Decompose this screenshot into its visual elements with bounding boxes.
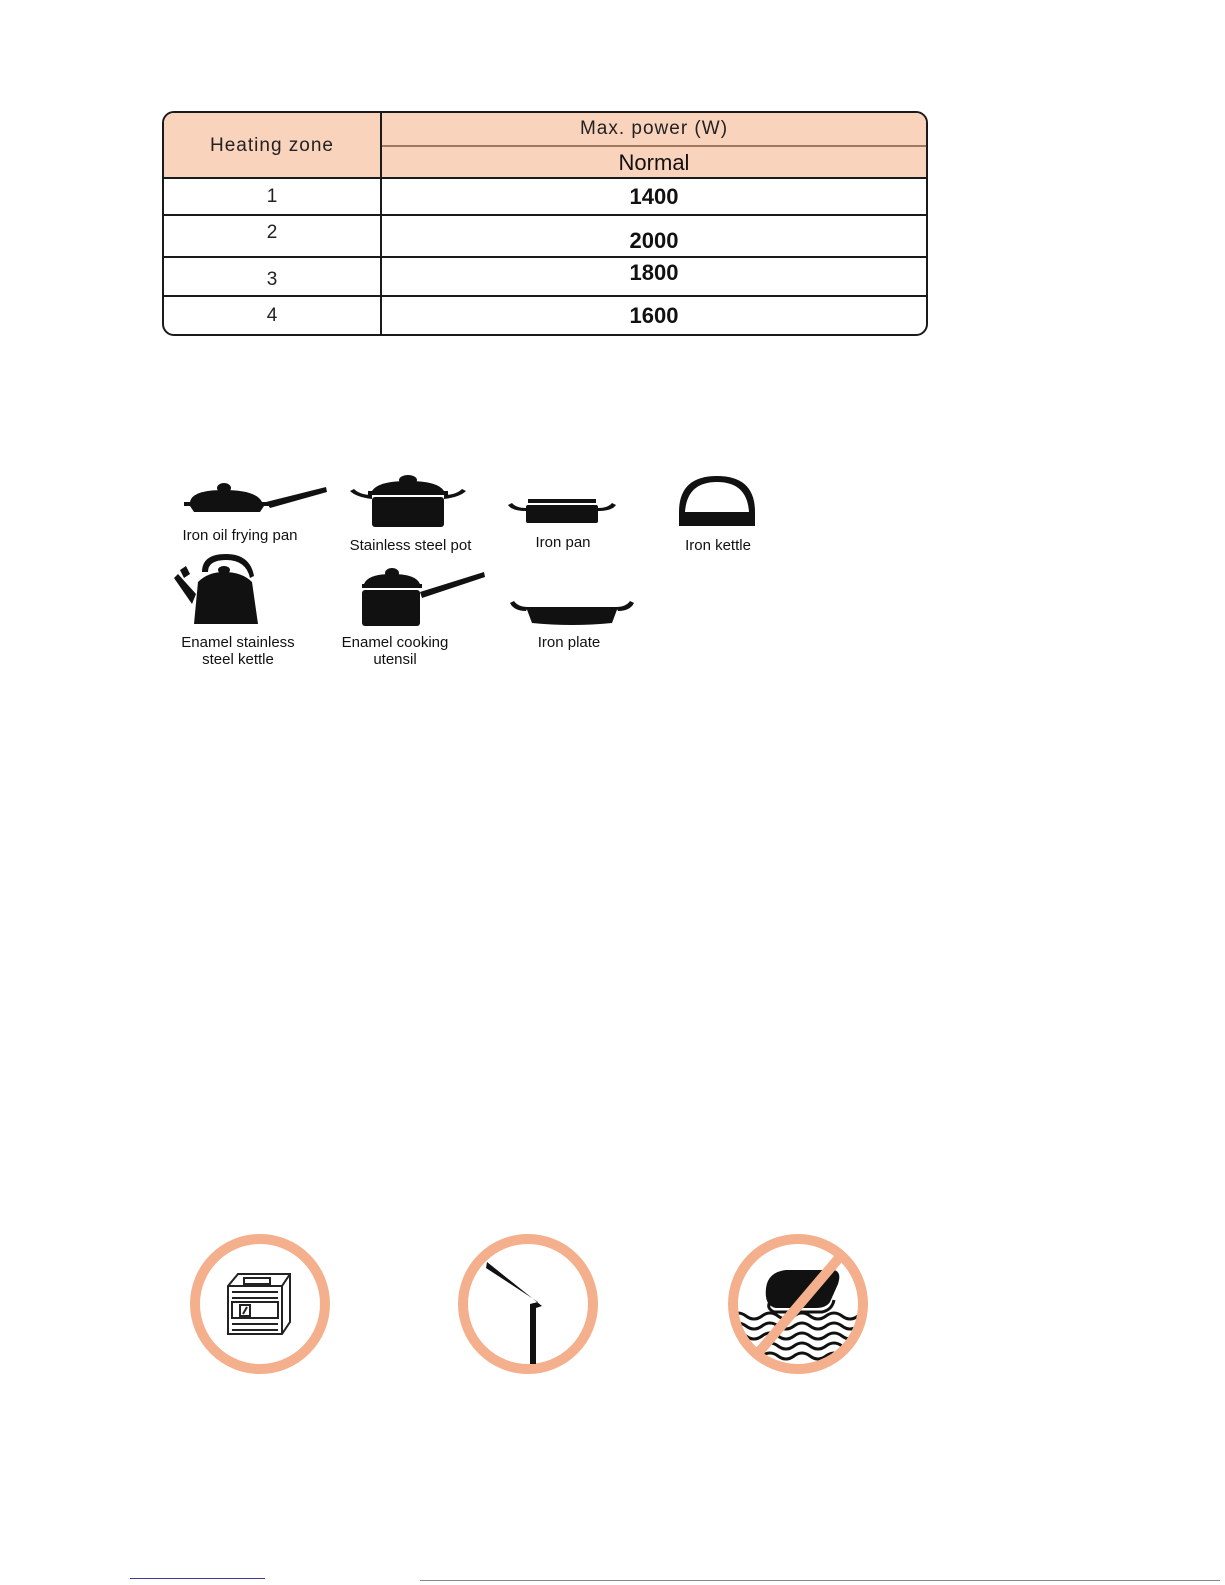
table-row [164,216,926,256]
frying-pan-icon [180,478,330,514]
power-cell: 1400 [629,184,679,209]
iron-pan-icon [506,497,618,527]
header-max-power: Max. power (W) [382,113,926,147]
zone-cell: 2 [164,216,382,256]
power-cell: 2000 [629,228,679,253]
header-heating-zone: Heating zone [164,113,382,179]
zone-cell: 3 [164,258,382,294]
label-iron-plate: Iron plate [537,634,601,651]
label-enamel-kettle-line1: Enamel stainless [181,634,295,651]
label-iron-kettle: Iron kettle [685,537,751,554]
label-enamel-utensil-line1: Enamel cooking [341,634,449,651]
suitable-cookware [0,0,1225,700]
zone-cell: 1 [164,179,382,215]
enamel-kettle-icon [172,548,264,626]
zone-cell: 4 [164,297,382,334]
header-normal: Normal [382,147,926,179]
power-cell: 1800 [629,260,679,285]
power-cell: 1600 [629,302,679,328]
column-divider [380,113,382,334]
table-row [164,179,926,215]
roof-slope-icon [456,1232,600,1376]
label-stainless-steel-pot: Stainless steel pot [349,537,472,554]
footer-link-underline [130,1578,265,1579]
label-enamel-utensil-line2: utensil [373,651,417,668]
iron-kettle-icon [675,472,759,528]
table-row [164,297,926,334]
circuit-breaker-icon [188,1232,332,1376]
stainless-pot-icon [348,473,468,529]
footer-rule [420,1580,1220,1581]
table-row [164,258,926,294]
label-enamel-kettle-line2: steel kettle [202,651,274,668]
enamel-utensil-icon [360,566,486,628]
label-enamel-kettle [168,634,308,668]
iron-plate-icon [508,597,636,627]
label-iron-pan: Iron pan [535,534,591,551]
label-iron-oil-frying-pan: Iron oil frying pan [182,527,298,544]
label-enamel-utensil [330,634,460,668]
power-table [162,111,928,336]
no-water-immersion-icon [726,1232,870,1376]
